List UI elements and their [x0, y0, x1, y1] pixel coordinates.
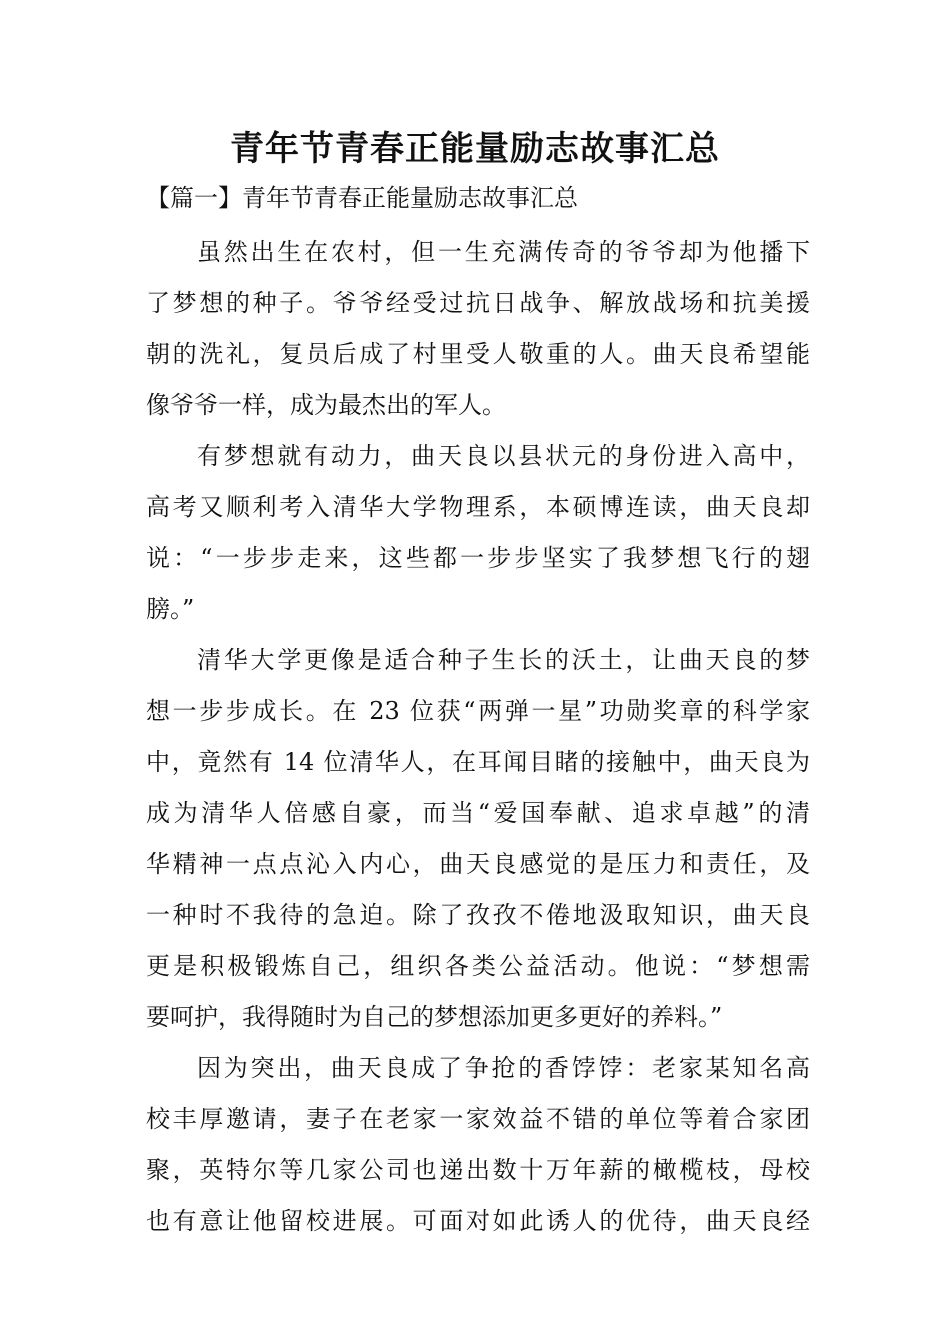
text-line: 聚，英特尔等几家公司也递出数十万年薪的橄榄枝，母校 — [146, 1156, 810, 1184]
text-line: 更是积极锻炼自己，组织各类公益活动。他说：“梦想需 — [146, 952, 810, 980]
text-line: 说：“一步步走来，这些都一步步坚实了我梦想飞行的翅 — [146, 544, 810, 572]
text-line: 华精神一点点沁入内心，曲天良感觉的是压力和责任，及 — [146, 850, 810, 878]
text-line: 像爷爷一样，成为最杰出的军人。 — [146, 391, 506, 419]
text-line: 因为突出，曲天良成了争抢的香饽饽：老家某知名高 — [197, 1054, 810, 1082]
paragraph — [146, 635, 810, 1043]
paragraph — [146, 1043, 810, 1247]
text-line: 也有意让他留校进展。可面对如此诱人的优待，曲天良经 — [146, 1207, 810, 1235]
text-line: 中，竟然有 14 位清华人，在耳闻目睹的接触中，曲天良为 — [146, 748, 810, 776]
text-line: 想一步步成长。在 23 位获“两弹一星”功勋奖章的科学家 — [146, 697, 810, 725]
text-line: 成为清华人倍感自豪，而当“爱国奉献、追求卓越”的清 — [146, 799, 810, 827]
paragraph — [146, 431, 810, 635]
document-title: 青年节青春正能量励志故事汇总 — [230, 129, 720, 169]
text-line: 有梦想就有动力，曲天良以县状元的身份进入高中， — [197, 442, 810, 470]
paragraph — [146, 227, 810, 431]
text-line: 膀。” — [146, 595, 195, 623]
document-body — [146, 227, 810, 1247]
text-line: 校丰厚邀请，妻子在老家一家效益不错的单位等着合家团 — [146, 1105, 810, 1133]
text-line: 朝的洗礼，复员后成了村里受人敬重的人。曲天良希望能 — [146, 340, 810, 368]
text-line: 清华大学更像是适合种子生长的沃土，让曲天良的梦 — [197, 646, 810, 674]
section-heading: 【篇一】青年节青春正能量励志故事汇总 — [146, 184, 578, 212]
text-line: 一种时不我待的急迫。除了孜孜不倦地汲取知识，曲天良 — [146, 901, 810, 929]
text-line: 了梦想的种子。爷爷经受过抗日战争、解放战场和抗美援 — [146, 289, 810, 317]
text-line: 虽然出生在农村，但一生充满传奇的爷爷却为他播下 — [197, 238, 810, 266]
text-line: 高考又顺利考入清华大学物理系，本硕博连读，曲天良却 — [146, 493, 810, 521]
text-line: 要呵护，我得随时为自己的梦想添加更多更好的养料。” — [146, 1003, 723, 1031]
